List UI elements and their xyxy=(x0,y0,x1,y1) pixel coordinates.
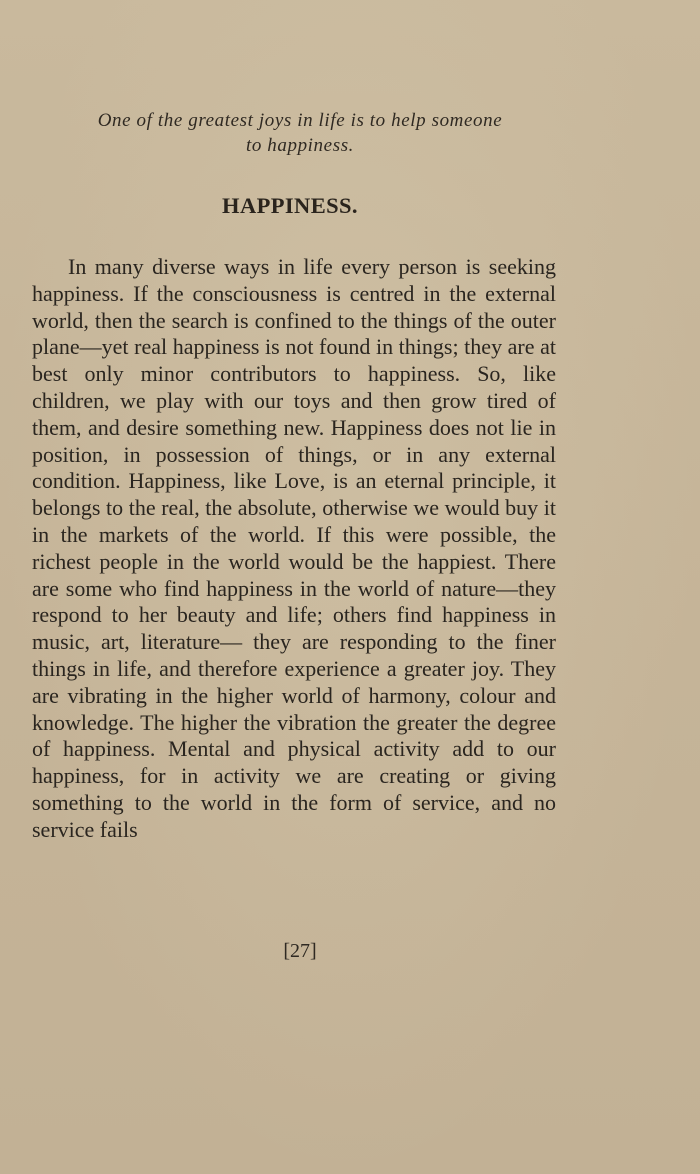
epigraph-line-2: to happiness. xyxy=(245,135,355,156)
epigraph-line-1: One of the greatest joys in life is to help someone xyxy=(97,110,503,131)
body-paragraph: In many diverse ways in life every person is seeking happiness. If the consciousness is centred in the external world, then the search is confined to the things of the outer plane—yet real happiness is not found in things; they are at best only minor contributors to happiness. So, like children, we play with our toys and then grow tired of them, and desire something new. Happiness does not lie in position, in possession of things, or in any external condition. Happiness, like Love, is an eternal principle, it belongs to the real, the absolute, otherwise we would buy it in the markets of the world. If this were possible, the richest people in the world would be the happiest. There are some who find happiness in the world of nature—they respond to her beauty and life; others find happiness in music, art, literature— they are responding to the finer things in life, and therefore experience a greater joy. They are vibrating in the higher world of harmony, colour and knowledge. The higher the vibration the greater the degree of happiness. Mental and physical activity add to our happiness, for in activity we are creating or giving something to the world in the form of service, and no service fails xyxy=(32,254,556,842)
page-number: [27] xyxy=(283,940,317,962)
chapter-title: HAPPINESS. xyxy=(222,193,358,218)
epigraph xyxy=(40,108,560,158)
